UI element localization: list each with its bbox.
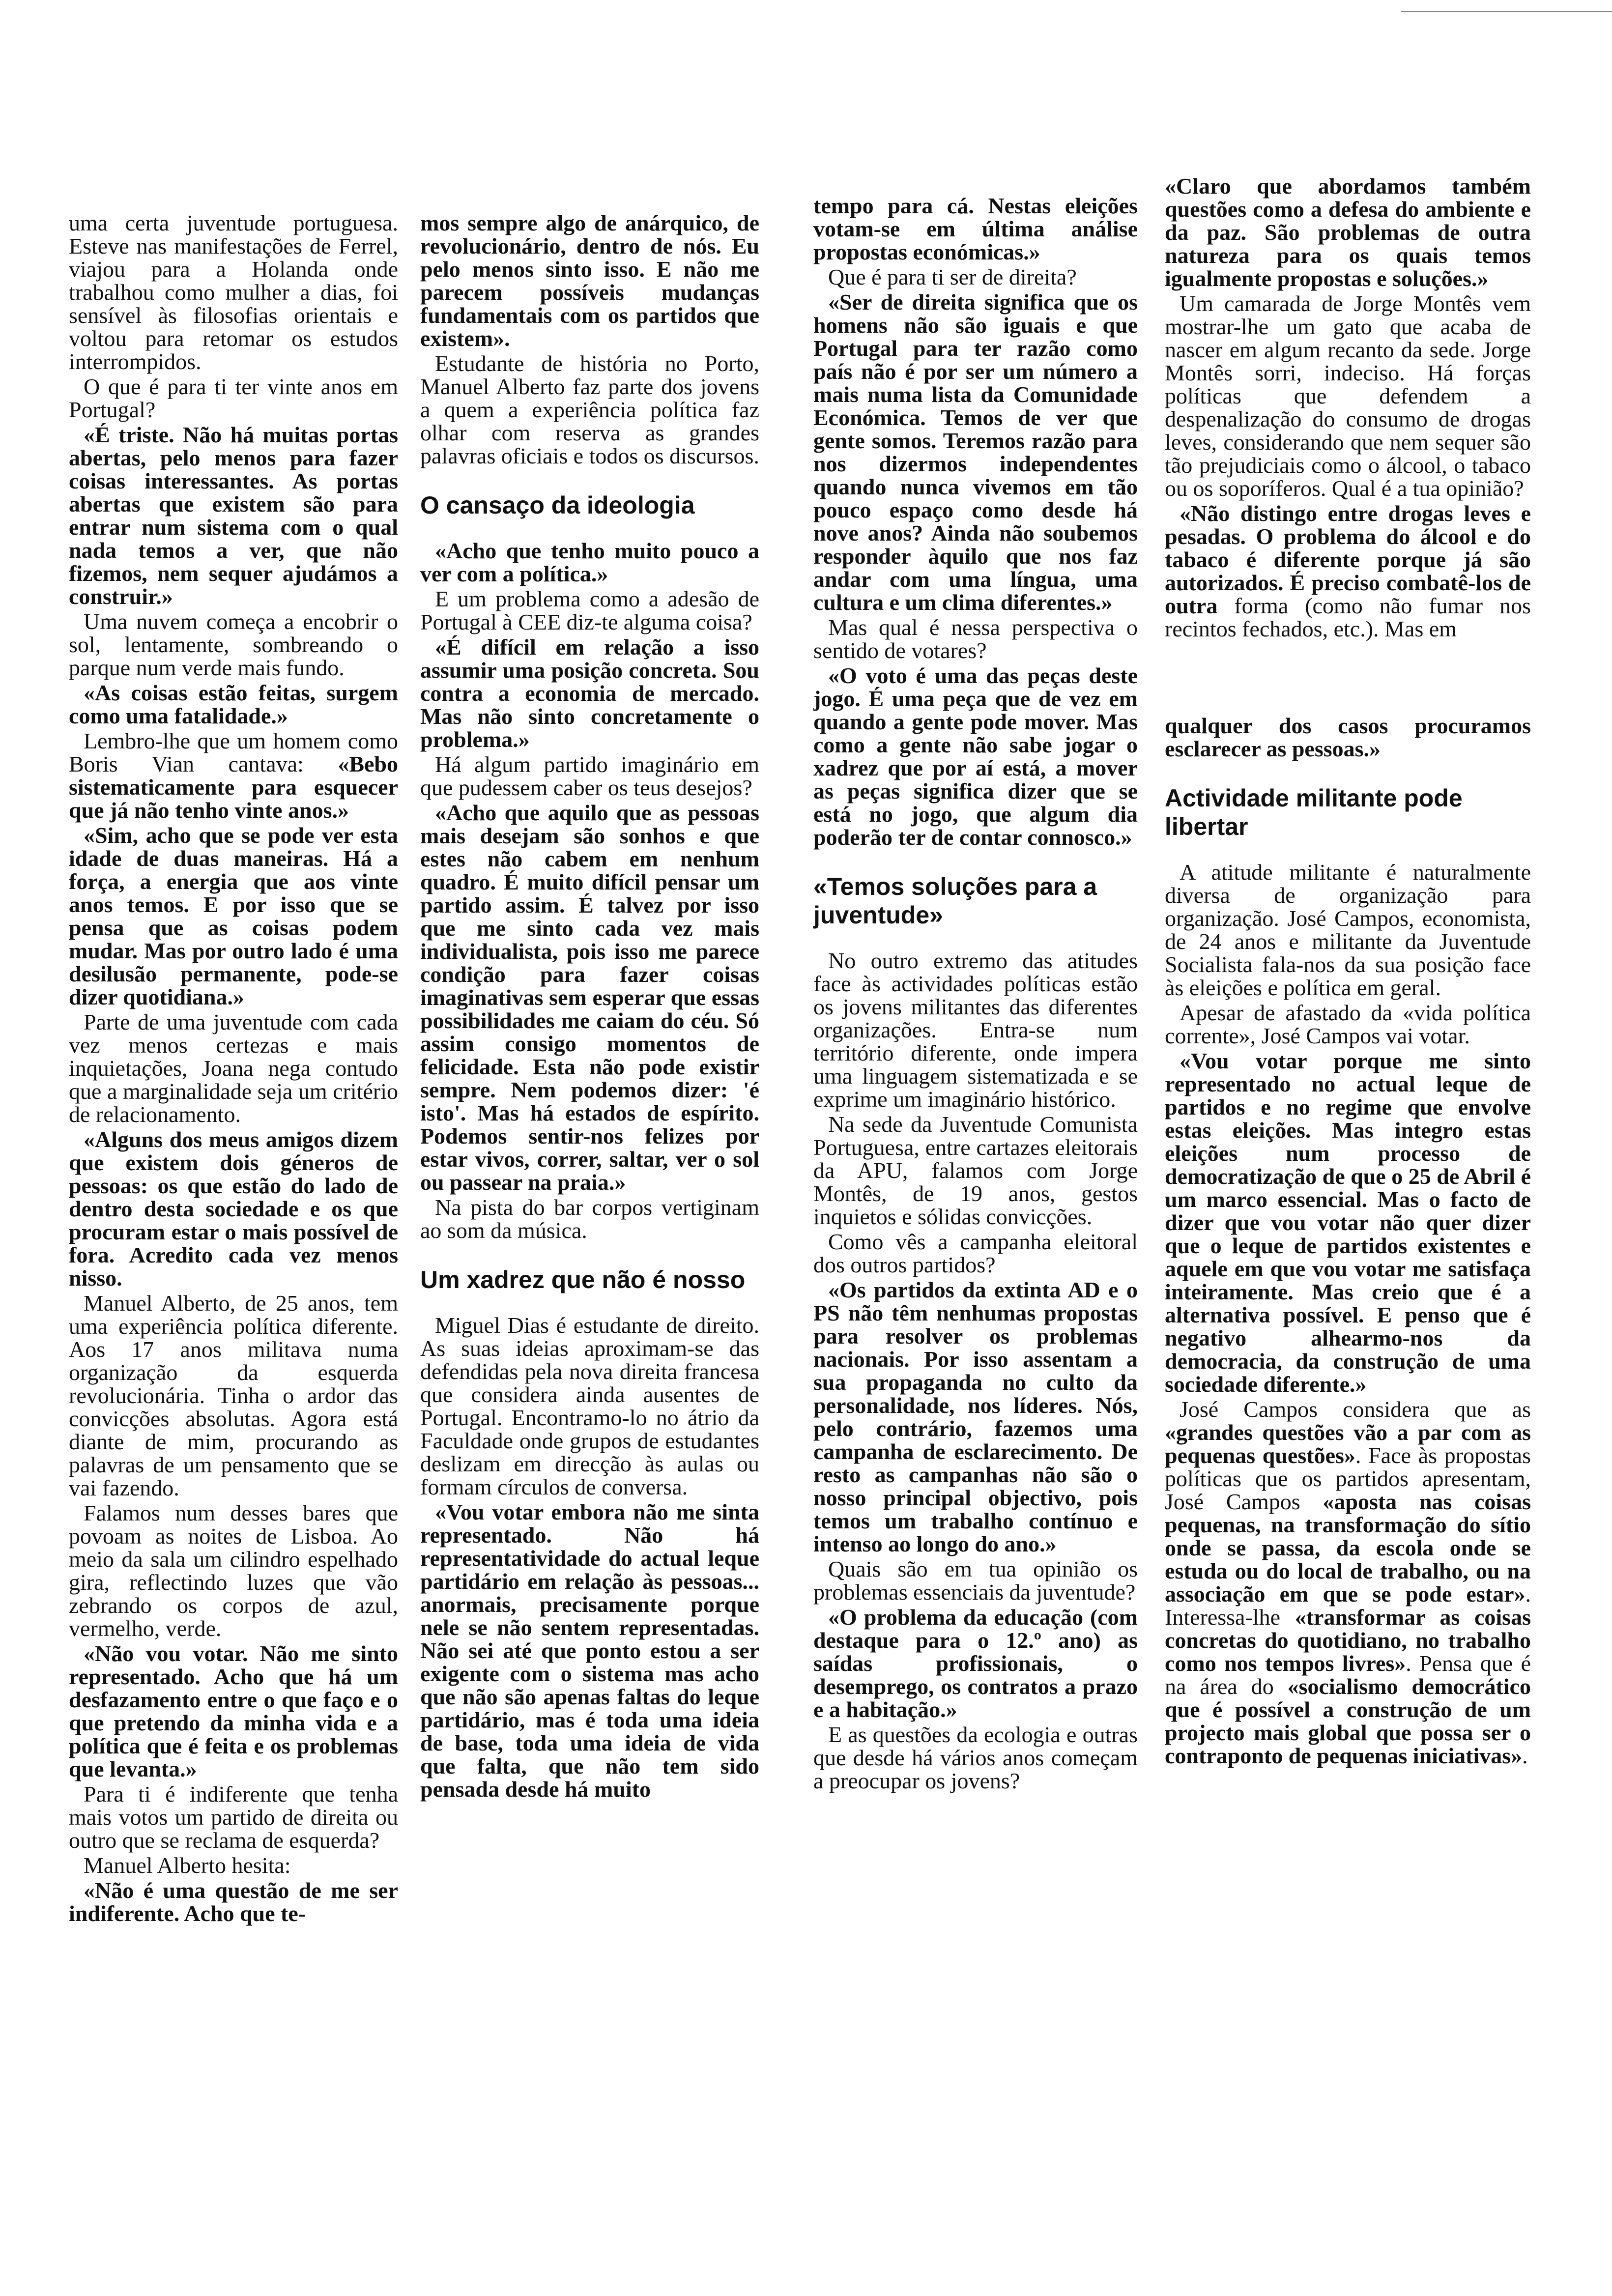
paragraph: [1165, 1398, 1531, 1767]
quote-run: «socialismo democrático que é possível a construção de um projecto mais global que possa ser o contraponto de pequenas iniciativas»: [1165, 1674, 1531, 1768]
quote-paragraph: «O voto é uma das peças deste jogo. É uma peça que de vez em quando a gente pode mover. Mas como a gente não sabe jogar o xadrez que por aí está, a mover as peças significa dizer que se está no jogo, que algum dia poderão ter de contar connosco.»: [813, 663, 1138, 850]
quote-paragraph: «Sim, acho que se pode ver esta idade de duas maneiras. Há a força, a energia que aos vinte anos temos. E por isso que se pensa que as coisas podem mudar. Mas por outro lado é uma desilusão permanente, pode-se dizer quotidiana.»: [69, 823, 398, 1009]
quote-paragraph: «Acho que tenho muito pouco a ver com a política.»: [420, 538, 759, 586]
quote-paragraph: «Vou votar embora não me sinta representado. Não há representatividade do actual leque partidário em relação às pessoas... anormais, precisamente porque nele se não sentem representadas. Não sei até que ponto estou a ser exigente com o sistema mas acho que não são apenas faltas do leque partidário, mas é toda uma ideia de base, toda uma ideia de vida que falta, que não tem sido pensada desde há muito: [420, 1499, 759, 1802]
paragraph: Um camarada de Jorge Montês vem mostrar-lhe um gato que acaba de nascer em algum recanto da sede. Jorge Montês sorri, indeciso. Há forças políticas que defendem a despenalização do consumo de drogas leves, considerando que nem sequer são tão prejudiciais como o álcool, o tabaco ou os soporíferos. Qual é a tua opinião?: [1165, 291, 1531, 501]
quote-run: «Bebo sistematicamente para esquecer que já não tenho vinte anos.»: [69, 751, 398, 823]
quote-paragraph: «Acho que aquilo que as pessoas mais desejam são sonhos e que estes não cabem em nenhum quadro. É muito difícil pensar um partido assim. É talvez por isso que me sinto cada vez mais individualista, pois isso me parece condição para fazer coisas imaginativas sem esperar que essas possibilidades me caiam do céu. Só assim consigo momentos de felicidade. Esta não pode existir sempre. Nem podemos dizer: 'é isto'. Mas há estados de espírito. Podemos sentir-nos felizes por estar vivos, correr, saltar, ver o sol ou passear na praia.»: [420, 800, 759, 1195]
quote-paragraph: «Alguns dos meus amigos dizem que existem dois géneros de pessoas: os que estão do lado de dentro desta sociedade e os que procuram estar o mais possível de fora. Acredito cada vez menos nisso.: [69, 1127, 398, 1291]
paragraph: Apesar de afastado da «vida política corrente», José Campos vai votar.: [1165, 1000, 1531, 1048]
section-heading: Actividade militante pode libertar: [1165, 784, 1463, 840]
paragraph: A atitude militante é naturalmente diversa de organização para organização. José Campos, economista, de 24 anos e militante da Juventude Socialista fala-nos da sua posição face às eleições e política em geral.: [1165, 860, 1531, 1000]
quote-paragraph: mos sempre algo de anárquico, de revolucionário, dentro de nós. Eu pelo menos sinto isso. E não me parecem possíveis mudanças fundamentais com os partidos que existem».: [420, 210, 759, 351]
paragraph: Miguel Dias é estudante de direito. As suas ideias aproximam-se das defendidas pela nova direita francesa que considera ainda ausentes de Portugal. Encontramo-lo no átrio da Faculdade onde grupos de estudantes deslizam em direcção às aulas ou formam círculos de conversa.: [420, 1313, 759, 1499]
paragraph: uma certa juventude portuguesa. Esteve nas manifestações de Ferrel, viajou para a Holanda onde trabalhou como mulher a dias, foi sensível às filosofias orientais e voltou para retomar os estudos interrompidos.: [69, 210, 398, 374]
paragraph: Há algum partido imaginário em que pudessem caber os teus desejos?: [420, 752, 759, 800]
paragraph: [69, 729, 398, 822]
quote-paragraph: «É difícil em relação a isso assumir uma posição concreta. Sou contra a economia de mercado. Mas não sinto concretamente o problema.»: [420, 634, 759, 752]
paragraph: Mas qual é nessa perspectiva o sentido de votares?: [813, 615, 1138, 663]
paragraph: Quais são em tua opinião os problemas essenciais da juventude?: [813, 1556, 1138, 1605]
quote-paragraph: «Claro que abordamos também questões como a defesa do ambiente e da paz. São problemas de outra natureza para os quais temos igualmente propostas e soluções.»: [1165, 173, 1531, 291]
paragraph: Que é para ti ser de direita?: [828, 264, 1077, 289]
text-run: . Interessa-lhe: [1165, 1581, 1531, 1630]
paragraph: Falamos num desses bares que povoam as noites de Lisboa. Ao meio da sala um cilindro espelhado gira, reflectindo luzes que vão zebrando os corpos de azul, vermelho, verde.: [69, 1500, 398, 1641]
quote-paragraph: qualquer dos casos procuramos esclarecer as pessoas.»: [1165, 713, 1531, 761]
text-run: José Campos considera que as: [1180, 1397, 1531, 1422]
section-heading: O cansaço da ideologia: [420, 491, 695, 519]
quote-paragraph: «Não vou votar. Não me sinto representado. Acho que há um desfazamento entre o que faço e o que pretendo da minha vida e a política que é feita e os problemas que levanta.»: [69, 1641, 398, 1781]
paragraph: E um problema como a adesão de Portugal à CEE diz-te alguma coisa?: [420, 586, 759, 634]
quote-paragraph: «Não é uma questão de me ser indiferente. Acho que te-: [69, 1878, 398, 1926]
paragraph: O que é para ti ter vinte anos em Portugal?: [69, 374, 398, 422]
article-column-3: [813, 194, 1138, 1794]
quote-paragraph: «Ser de direita significa que os homens não são iguais e que Portugal para ter razão como país não é por ser um número a mais numa lista da Comunidade Económica. Temos de ver que gente somos. Teremos razão para nos dizermos independentes quando nunca vivemos em tão pouco espaço como desde há nove anos? Ainda não soubemos responder àquilo que nos faz andar com uma língua, uma cultura e um clima diferentes.»: [813, 289, 1138, 615]
paragraph: Manuel Alberto, de 25 anos, tem uma experiência política diferente. Aos 17 anos militava numa organização da esquerda revolucionária. Tinha o ardor das convicções absolutas. Agora está diante de mim, procurando as palavras de um pensamento que se vai fazendo.: [69, 1291, 398, 1500]
section-heading: Um xadrez que não é nosso: [420, 1266, 746, 1293]
text-run: forma (como não fumar nos recintos fechados, etc.). Mas em: [1165, 593, 1531, 641]
paragraph: Parte de uma juventude com cada vez menos certezas e mais inquietações, Joana nega contudo que a marginalidade seja um critério de relacionamento.: [69, 1009, 398, 1127]
quote-run: «grandes questões vão a par com as pequenas questões»: [1165, 1420, 1531, 1468]
quote-paragraph: «É triste. Não há muitas portas abertas, pelo menos para fazer coisas interessantes. As portas abertas que existem são para entrar num sistema com o qual nada temos a ver, que não fizemos, nem sequer ajudámos a construir.»: [69, 422, 398, 609]
quote-paragraph: «As coisas estão feitas, surgem como uma fatalidade.»: [69, 680, 398, 728]
quote-run: «Não distingo entre drogas leves e pesadas. O problema do álcool e do tabaco é diferente porque já são autorizados. É preciso combatê-los de outra: [1165, 501, 1531, 618]
text-run: Lembro-lhe que um homem como Boris Vian cantava:: [69, 728, 398, 776]
section-heading: «Temos soluções para a juventude»: [813, 873, 1097, 929]
quote-paragraph: tempo para cá. Nestas eleições votam-se em última análise propostas económicas.»: [813, 193, 1138, 264]
paragraph: Na pista do bar corpos vertiginam ao som da música.: [420, 1195, 759, 1243]
top-rule: [1401, 11, 1612, 12]
paragraph: [1165, 502, 1531, 640]
quote-paragraph: «O problema da educação (com destaque para o 12.º ano) as saídas profissionais, o desemprego, os contratos a prazo e a habitação.»: [813, 1605, 1138, 1722]
paragraph: Como vês a campanha eleitoral dos outros partidos?: [813, 1229, 1138, 1277]
text-run: . Pensa que é na área do: [1165, 1651, 1531, 1699]
quote-run: «aposta nas coisas pequenas, na transformação do sítio onde se passa, da escola onde se estuda ou do local de trabalho, ou na associação em que se pode estar»: [1165, 1489, 1531, 1607]
paragraph: No outro extremo das atitudes face às actividades políticas estão os jovens militantes das diferentes organizações. Entra-se num território diferente, onde impera uma linguagem sistematizada e se exprime um imaginário histórico.: [813, 948, 1138, 1112]
paragraph: Na sede da Juventude Comunista Portuguesa, entre cartazes eleitorais da APU, falamos com Jorge Montês, de 19 anos, gestos inquietos e sólidas convicções.: [813, 1112, 1138, 1229]
paragraph: E as questões da ecologia e outras que desde há vários anos começam a preocupar os jovens?: [813, 1722, 1138, 1793]
quote-paragraph: «Vou votar porque me sinto representado no actual leque de partidos e no regime que envolve estas eleições. Mas integro estas eleições num processo de democratização de que o 25 de Abril é um marco essencial. Mas o facto de dizer que vou votar não quer dizer que o leque de partidos existentes e aquele em que vou votar me satisfaça inteiramente. Mas creio que é a alternativa possível. E penso que é negativo alhearmo-nos da democracia, da construção de uma sociedade diferente.»: [1165, 1048, 1531, 1397]
paragraph: Para ti é indiferente que tenha mais votos um partido de direita ou outro que se reclama de esquerda?: [69, 1781, 398, 1853]
article-column-4: [1165, 174, 1531, 1769]
paragraph: Manuel Alberto hesita:: [84, 1853, 291, 1878]
article-column-2: [420, 211, 759, 1803]
paragraph: Uma nuvem começa a encobrir o sol, lentamente, sombreando o parque num verde mais fundo.: [69, 609, 398, 680]
quote-paragraph: «Os partidos da extinta AD e o PS não têm nenhumas propostas para resolver os problemas nacionais. Por isso assentam a sua propaganda no culto da personalidade, nos líderes. Nós, pelo contrário, fazemos uma campanha de esclarecimento. De resto as campanhas não são o nosso principal objectivo, pois temos um trabalho contínuo e intenso ao longo do ano.»: [813, 1277, 1138, 1556]
paragraph: Estudante de história no Porto, Manuel Alberto faz parte dos jovens a quem a experiência política faz olhar com reserva as grandes palavras oficiais e todos os discursos.: [420, 351, 759, 468]
article-column-1: [69, 211, 398, 1927]
text-run: .: [1522, 1743, 1528, 1768]
quote-run: «transformar as coisas concretas do quotidiano, no trabalho como nos tempos livres»: [1165, 1605, 1531, 1676]
text-run: . Face às propostas políticas que os partidos apresentam, José Campos: [1165, 1443, 1531, 1514]
